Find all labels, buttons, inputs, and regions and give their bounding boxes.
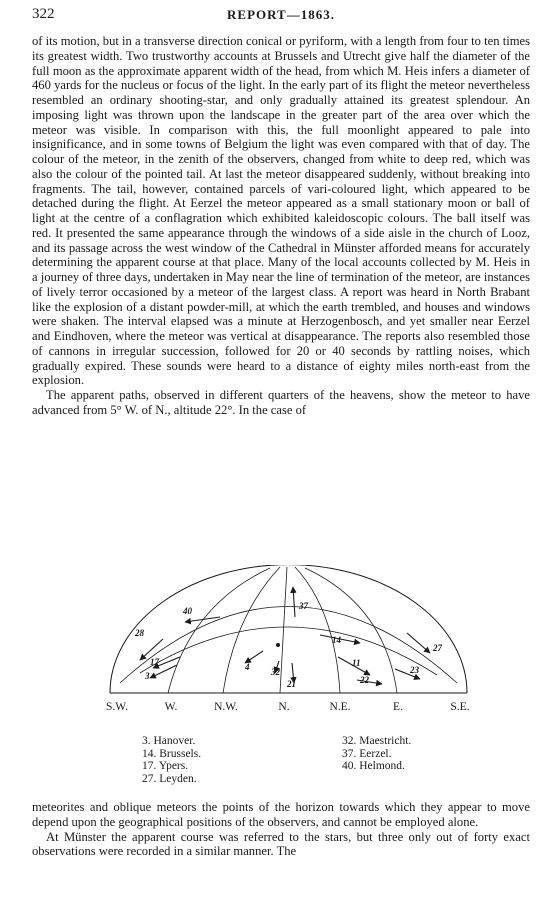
altitude-circle bbox=[120, 607, 457, 684]
path-label: 4 bbox=[245, 662, 250, 672]
path-label: 27 bbox=[433, 643, 442, 653]
legend-item: 17. Ypers. bbox=[142, 760, 189, 772]
path-label: 14 bbox=[332, 635, 341, 645]
azimuth-line bbox=[280, 567, 287, 693]
path-label: 37 bbox=[299, 601, 308, 611]
body-text-bottom bbox=[32, 800, 530, 859]
path-label: 17 bbox=[150, 657, 159, 667]
direction-label: S.E. bbox=[450, 701, 470, 713]
path-label: 40 bbox=[183, 606, 192, 616]
paragraph: meteorites and oblique meteors the points of the horizon towards which they appear to move depend upon the geographical positions of the observers, and cannot be employed alone. bbox=[32, 800, 530, 829]
direction-label: S.W. bbox=[106, 701, 128, 713]
altitude-circle bbox=[140, 627, 437, 675]
paragraph: of its motion, but in a transverse direction conical or pyriform, with a length from four to ten times its greatest width. Two trustworthy accounts at Brussels and Utrecht give half the diameter of the full moon as the approximate apparent width of the head, from which M. Heis infers a diameter of 460 yards for the nucleus or focus of the light. In the early part of its flight the meteor nevertheless resembled an ordinary shooting-star, and only gradually attained its greatest splendour. An imposing light was thrown upon the landscape in the greater part of the area over which the meteor was visible. In comparison with this, the full moonlight appeared to pale into insignificance, and in some towns of Belgium the light was even compared with that of day. The colour of the meteor, in the zenith of the observers, changed from white to deep red, which was also the colour of the pointed tail. At last the meteor disappeared suddenly, without breaking into fragments. The tail, however, contained parcels of vari-coloured light, which appeared to be detached during the flight. At Eerzel the meteor appeared as a small stationary moon or ball of light at the centre of a conflagration which exhibited kaleidoscopic colours. The ball itself was red. It presented the same appearance through the windows of a side aisle in the church of Looz, and its passage across the west window of the Cathedral in Münster afforded means for accurately determining the apparent course at that place. Many of the local accounts collected by M. Heis in a journey of three days, undertaken in May near the line of termination of the meteor, are instances of lively terror occasioned by a meteor of the largest class. A report was heard in North Brabant like the explosion of a distant powder-mill, at which the earth trembled, and houses and windows were shaken. The interval elapsed was a minute at Herzogenbosch, and yet smaller near Eerzel and Eindhoven, where the meteor was vertical at disappearance. The reports also resembled those of cannons in irregular succession, followed for 20 or 40 seconds by rattling noises, which gradually expired. These sounds were heard to a distance of eighty miles north-east from the explosion. bbox=[32, 34, 530, 388]
figure-legend-right bbox=[342, 735, 411, 773]
direction-label: N. bbox=[278, 701, 290, 713]
radiant-point bbox=[276, 643, 280, 647]
figure-legend-left bbox=[142, 735, 201, 785]
page-number: 322 bbox=[32, 6, 55, 22]
legend-item: 32. Maestricht. bbox=[342, 735, 412, 747]
meteor-paths-figure bbox=[95, 565, 480, 755]
path-label: 23 bbox=[410, 665, 419, 675]
direction-label: E. bbox=[393, 701, 403, 713]
direction-label: N.E. bbox=[329, 701, 351, 713]
azimuth-line bbox=[295, 567, 340, 693]
path-label: 32 bbox=[271, 667, 280, 677]
paragraph: The apparent paths, observed in different quarters of the heavens, show the meteor to have advanced from 5° W. of N., altitude 22°. In the case of bbox=[32, 388, 530, 417]
path-label: 3 bbox=[145, 671, 150, 681]
direction-label: N.W. bbox=[214, 701, 238, 713]
legend-item: 27. Leyden. bbox=[142, 772, 197, 785]
legend-item: 40. Helmond. bbox=[342, 760, 405, 772]
meteor-path bbox=[407, 633, 430, 653]
body-text-top bbox=[32, 34, 530, 418]
meteor-path bbox=[293, 587, 295, 617]
sky-diagram bbox=[95, 565, 480, 755]
paragraph: At Münster the apparent course was referred to the stars, but three only out of forty exact observations were recorded in a similar manner. The bbox=[32, 829, 530, 859]
path-label: 21 bbox=[287, 679, 296, 689]
path-label: 28 bbox=[135, 628, 144, 638]
direction-label: W. bbox=[164, 701, 178, 713]
path-label: 22 bbox=[360, 675, 369, 685]
running-title: REPORT—1863. bbox=[227, 7, 335, 22]
legend-item: 3. Hanover. bbox=[142, 735, 196, 747]
path-label: 11 bbox=[352, 658, 361, 668]
page-header bbox=[32, 6, 530, 24]
legend-item: 37. Eerzel. bbox=[342, 747, 392, 760]
legend-item: 14. Brussels. bbox=[142, 747, 202, 760]
azimuth-line bbox=[168, 568, 270, 693]
